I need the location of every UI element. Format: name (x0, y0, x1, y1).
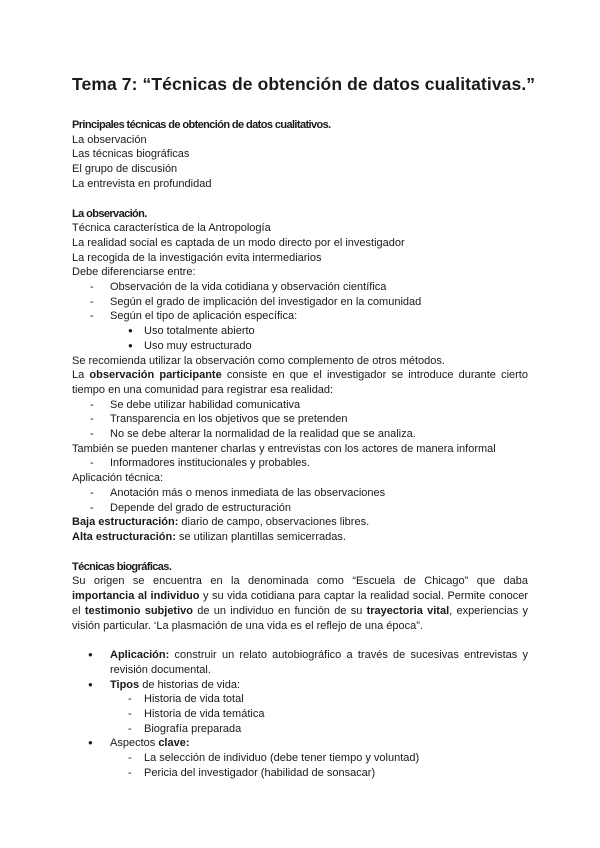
dash-item: - Según el tipo de aplicación específica: (72, 309, 528, 324)
paragraph-line (72, 604, 528, 619)
bold-term: testimonio subjetivo (84, 604, 193, 617)
bold-term: trayectoria vital (366, 604, 450, 617)
bold-term: Alta estructuración: (72, 530, 176, 543)
list-item: El grupo de discusión (72, 163, 178, 176)
bullet-application (72, 648, 528, 677)
list-item: La entrevista en profundidad (72, 177, 212, 190)
paragraph-line (72, 589, 528, 604)
text-fragment: La (72, 369, 90, 382)
dash-item: - No se debe alterar la normalidad de la realidad que se analiza. (72, 427, 528, 442)
bold-term: observación participante (89, 369, 222, 382)
dash-item: - Según el grado de implicación del investigador en la comunidad (72, 295, 528, 310)
text-fragment: el (72, 604, 85, 617)
text-line-high-structure (72, 530, 528, 545)
bold-term: clave: (158, 737, 190, 750)
text-line: Debe diferenciarse entre: (72, 266, 196, 279)
list-item: La observación (72, 133, 147, 146)
text-line: tiempo en una comunidad para registrar esa realidad: (72, 383, 334, 396)
text-fragment: y su vida cotidiana para captar la realidad social. Permite conocer (199, 590, 528, 603)
text-fragment: de un individuo en función de su (193, 604, 367, 617)
text-fragment: Aspectos (110, 737, 159, 750)
text-line: También se pueden mantener charlas y entrevistas con los actores de manera informal (72, 442, 496, 455)
text-line: Técnica característica de la Antropología (72, 222, 271, 235)
section-heading-techniques: Principales técnicas de obtención de datos cualitativos. (72, 119, 331, 131)
paragraph-line: visión particular. ‘La plasmación de una vida es el reflejo de una época”. (72, 619, 423, 632)
sub-dash-item: - Pericia del investigador (habilidad de sonsacar) (72, 766, 528, 781)
text-fragment: de historias de vida: (139, 678, 241, 691)
section-heading-biographical: Técnicas biográficas. (72, 560, 172, 573)
sub-dash-item: - Biografía preparada (72, 722, 528, 737)
text-fragment: se utilizan plantillas semicerradas. (175, 530, 346, 543)
dash-item: - Transparencia en los objetivos que se pretenden (72, 412, 528, 427)
bullet-item: ● Uso totalmente abierto (72, 324, 528, 339)
section-heading-observation: La observación. (72, 207, 147, 220)
dash-item: - Informadores institucionales y probables. (72, 456, 528, 471)
sub-dash-item: - La selección de individuo (debe tener tiempo y voluntad) (72, 751, 528, 766)
text-fragment: diario de campo, observaciones libres. (178, 516, 370, 529)
dash-item: - Depende del grado de estructuración (72, 501, 528, 516)
text-line: La realidad social es captada de un modo directo por el investigador (72, 236, 405, 249)
paragraph-line: Su origen se encuentra en la denominada como “Escuela de Chicago” que daba (72, 575, 528, 588)
bullet-types (72, 678, 528, 693)
dash-item: - Se debe utilizar habilidad comunicativa (72, 398, 528, 413)
bullet-line (110, 648, 528, 663)
text-line-low-structure (72, 515, 528, 530)
text-fragment: , experiencias y (449, 604, 528, 617)
bold-term: Baja estructuración: (72, 516, 179, 529)
text-fragment: construir un relato autobiográfico a través de sucesivas entrevistas y (169, 649, 528, 662)
text-fragment: consiste en que el investigador se introduce durante cierto (221, 369, 528, 382)
text-line: Aplicación técnica: (72, 472, 164, 485)
bullet-key-aspects (72, 736, 528, 751)
bullet-item: ● Uso muy estructurado (72, 339, 528, 354)
text-line: La recogida de la investigación evita intermediarios (72, 251, 322, 264)
paragraph-participant-observation (72, 368, 528, 383)
bold-term: Tipos (110, 678, 140, 691)
bold-term: Aplicación: (110, 649, 170, 662)
page-title: Tema 7: “Técnicas de obtención de datos cualitativas.” (72, 74, 536, 94)
dash-item: - Anotación más o menos inmediata de las observaciones (72, 486, 528, 501)
dash-item: - Observación de la vida cotidiana y observación científica (72, 280, 528, 295)
text-line: Se recomienda utilizar la observación como complemento de otros métodos. (72, 354, 445, 367)
bold-term: importancia al individuo (72, 590, 200, 603)
sub-dash-item: - Historia de vida temática (72, 707, 528, 722)
list-item: Las técnicas biográficas (72, 148, 190, 161)
sub-dash-item: - Historia de vida total (72, 692, 528, 707)
text-fragment: revisión documental. (110, 663, 211, 676)
